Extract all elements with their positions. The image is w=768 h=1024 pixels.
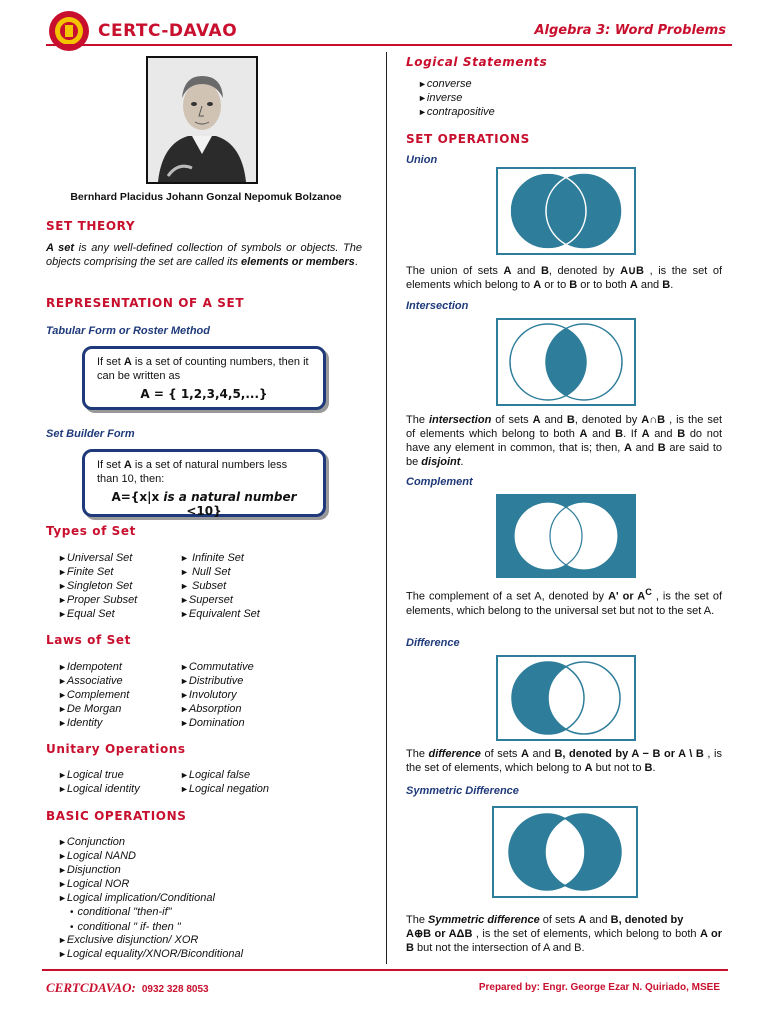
- list-item: • conditional " if- then ": [70, 920, 181, 935]
- list-item: ► Complement: [58, 688, 129, 702]
- list-item: ► Subset: [180, 579, 260, 593]
- list-item: ► Logical identity: [58, 782, 140, 796]
- list-item: ► Logical implication/Conditional: [58, 891, 215, 905]
- list-item: ► Null Set: [180, 565, 260, 579]
- difference-title: Difference: [406, 637, 460, 649]
- complement-venn-diagram: [496, 494, 636, 578]
- document-title: Algebra 3: Word Problems: [534, 23, 726, 38]
- intersection-venn-diagram: [496, 318, 636, 406]
- list-item: ► Involutory: [180, 688, 254, 702]
- list-item: ► Singleton Set: [58, 579, 137, 593]
- tabular-form-box: [82, 346, 326, 410]
- set-builder-title: Set Builder Form: [46, 428, 135, 440]
- header-rule: [46, 44, 732, 46]
- set-builder-box: [82, 449, 326, 517]
- types-left-list: [58, 551, 137, 621]
- union-title: Union: [406, 154, 438, 166]
- symmetric-difference-venn-diagram: [492, 806, 638, 898]
- types-right-list: [180, 551, 260, 621]
- representation-title: REPRESENTATION OF A SET: [46, 296, 245, 310]
- list-item: ► converse: [418, 77, 495, 91]
- list-item: ► Logical true: [58, 768, 140, 782]
- types-of-set-title: Types of Set: [46, 524, 136, 538]
- logical-statements-title: Logical Statements: [406, 55, 548, 69]
- difference-venn-diagram: [496, 655, 636, 741]
- list-item: ► Distributive: [180, 674, 254, 688]
- list-item: ► Disjunction: [58, 863, 215, 877]
- tabular-form-title: Tabular Form or Roster Method: [46, 325, 210, 337]
- footer-brand: CERTCDAVAO:: [46, 980, 136, 995]
- list-item: ► Absorption: [180, 702, 254, 716]
- set-operations-title: SET OPERATIONS: [406, 132, 530, 146]
- laws-right-list: [180, 660, 254, 730]
- footer-phone: 0932 328 8053: [141, 984, 209, 995]
- list-item: ► Logical NOR: [58, 877, 215, 891]
- union-venn-diagram: [496, 167, 636, 255]
- set-definition: A set is any well-defined collection of symbols or objects. The objects comprising the set are called its elements or members.: [46, 242, 363, 268]
- basic-operations-title: BASIC OPERATIONS: [46, 809, 187, 823]
- laws-left-list: [58, 660, 129, 730]
- symmetric-difference-title: Symmetric Difference: [406, 785, 519, 797]
- conditional-sub-list: [58, 905, 181, 935]
- basic-operations-list-2: [58, 933, 243, 961]
- set-theory-title: SET THEORY: [46, 219, 136, 233]
- list-item: ► Superset: [180, 593, 260, 607]
- list-item: ► Identity: [58, 716, 129, 730]
- footer-prepared-by: Prepared by: Engr. George Ezar N. Quiriado, MSEE: [478, 982, 720, 993]
- list-item: ► contrapositive: [418, 105, 495, 119]
- tabular-form-text: If set A is a set of counting numbers, then it can be written as: [97, 356, 309, 382]
- list-item: ► Domination: [180, 716, 254, 730]
- list-item: ► Logical negation: [180, 782, 269, 796]
- union-description: The union of sets A and B, denoted by A∪B , is the set of elements which belong to A or to B or to both A and B.: [406, 265, 723, 291]
- tabular-formula: A = { 1,2,3,4,5,...}: [140, 387, 268, 401]
- list-item: ► Logical NAND: [58, 849, 215, 863]
- portrait-caption: Bernhard Placidus Johann Gonzal Nepomuk Bolzanoe: [70, 191, 342, 203]
- list-item: • conditional "then-if": [70, 905, 181, 920]
- intersection-description: The intersection of sets A and B, denoted by A∩B , is the set of elements which belong to both A and B. If A and B do not have any element in common, that is; then, A and B are said to be disjoint.: [406, 414, 723, 468]
- symmetric-difference-description: The Symmetric difference of sets A and B, denoted by A⊕B or AΔB , is the set of elements, which belong to both A or B but not the intersection of A and B.: [406, 914, 722, 954]
- page-header: [42, 8, 728, 48]
- unitary-right-list: [180, 768, 269, 796]
- complement-description: The complement of a set A, denoted by A' or $A^C$ , is the set of elements, which belong to the universal set but not to the set A.: [406, 587, 723, 617]
- intersection-title: Intersection: [406, 300, 469, 312]
- list-item: ► Commutative: [180, 660, 254, 674]
- column-divider: [386, 52, 387, 964]
- list-item: ► De Morgan: [58, 702, 129, 716]
- complement-title: Complement: [406, 476, 473, 488]
- bolzano-portrait: [146, 56, 258, 184]
- unitary-left-list: [58, 768, 140, 796]
- logical-statements-list: [418, 77, 495, 119]
- list-item: ► Logical equality/XNOR/Biconditional: [58, 947, 243, 961]
- list-item: ► Equal Set: [58, 607, 137, 621]
- list-item: ► Infinite Set: [180, 551, 260, 565]
- basic-operations-list: [58, 835, 215, 905]
- laws-of-set-title: Laws of Set: [46, 633, 131, 647]
- footer-rule: [42, 969, 728, 971]
- list-item: ► Exclusive disjunction/ XOR: [58, 933, 243, 947]
- list-item: ► inverse: [418, 91, 495, 105]
- list-item: ► Idempotent: [58, 660, 129, 674]
- footer-contact: [46, 980, 209, 996]
- list-item: ► Finite Set: [58, 565, 137, 579]
- list-item: ► Associative: [58, 674, 129, 688]
- list-item: ► Proper Subset: [58, 593, 137, 607]
- set-builder-text: If set A is a set of natural numbers less than 10, then:: [97, 459, 288, 485]
- list-item: ► Equivalent Set: [180, 607, 260, 621]
- brand-name: CERTC-DAVAO: [98, 21, 238, 41]
- difference-description: The difference of sets A and B, denoted by A − B or A \ B , is the set of elements, which belong to A but not to B.: [406, 748, 722, 774]
- set-builder-formula: A={x|x is a natural number <10}: [111, 490, 297, 518]
- unitary-operations-title: Unitary Operations: [46, 742, 186, 756]
- list-item: ► Logical false: [180, 768, 269, 782]
- list-item: ► Universal Set: [58, 551, 137, 565]
- list-item: ► Conjunction: [58, 835, 215, 849]
